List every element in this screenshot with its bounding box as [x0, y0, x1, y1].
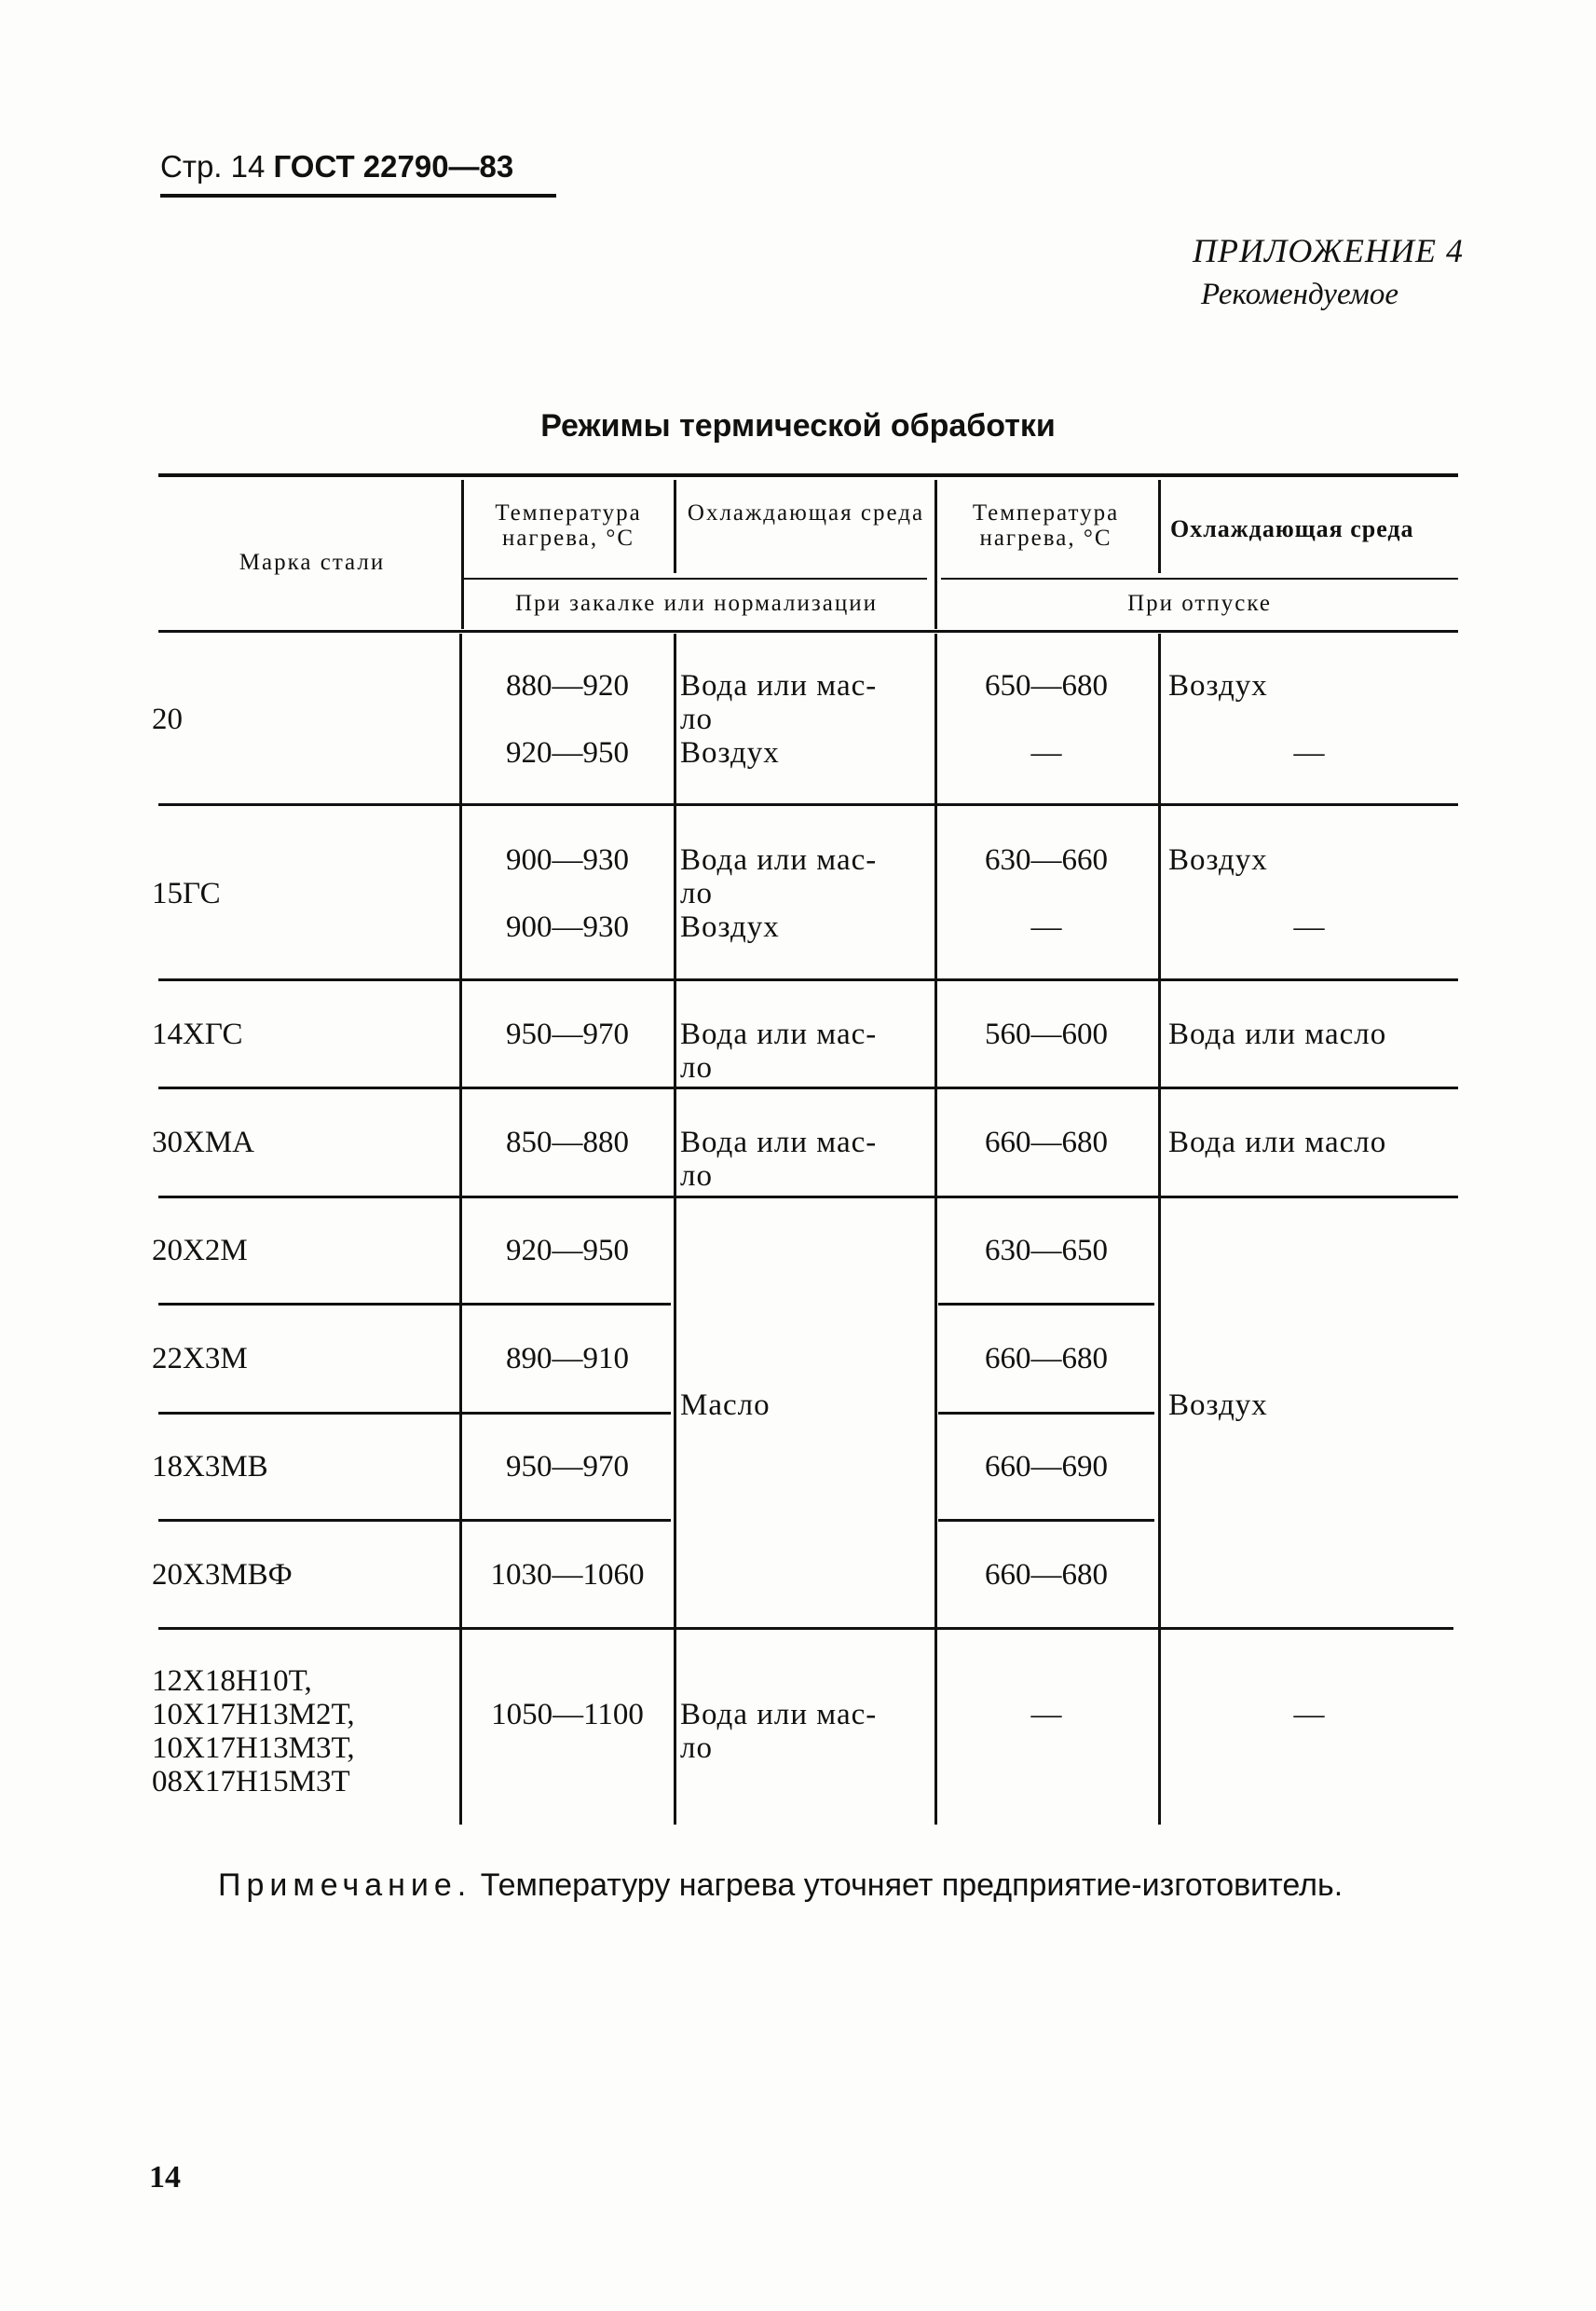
page-header [160, 149, 513, 185]
row-grade: 15ГС [152, 877, 221, 910]
table-title: Режимы термической обработки [540, 408, 1056, 444]
quench-medium: Воздух [680, 736, 780, 770]
temper-medium: — [1293, 910, 1325, 944]
quench-temp: 920—950 [506, 1234, 629, 1267]
quench-temp: 880—920 [506, 669, 629, 703]
body-vline [459, 634, 462, 1825]
row-grade: 12Х18Н10Т, 10Х17Н13М2Т, 10Х17Н13М3Т, 08Х17Н15М3Т [152, 1664, 355, 1798]
row-grade: 22Х3М [152, 1342, 248, 1375]
temper-temp: 660—680 [985, 1558, 1108, 1592]
row-rule [158, 1087, 1458, 1089]
temper-medium: Вода или масло [1168, 1126, 1387, 1159]
temper-medium: Вода или масло [1168, 1018, 1387, 1051]
page-label: Стр. 14 [160, 149, 266, 184]
header-subrule [463, 578, 927, 580]
quench-temp: 920—950 [506, 736, 629, 770]
header-vline [1158, 480, 1161, 573]
quench-medium: Вода или мас- ло [680, 669, 878, 736]
temper-temp: 650—680 [985, 669, 1108, 703]
appendix-title: ПРИЛОЖЕНИЕ 4 [1193, 232, 1464, 269]
quench-temp: 890—910 [506, 1342, 629, 1375]
temper-medium: — [1293, 1698, 1325, 1731]
temper-medium: Воздух [1168, 843, 1268, 877]
temper-temp: 630—660 [985, 843, 1108, 877]
row-grade: 14ХГС [152, 1018, 243, 1051]
body-vline [674, 634, 676, 1825]
quench-medium: Вода или мас- ло [680, 843, 878, 910]
temper-temp: 660—680 [985, 1342, 1108, 1375]
col-group-temper: При отпуске [1127, 591, 1272, 616]
col-group-quench: При закалке или нормализации [515, 591, 878, 616]
table-note [218, 1867, 1343, 1904]
row-rule [938, 1519, 1154, 1522]
temper-temp: — [1030, 910, 1062, 944]
temper-temp: — [1030, 1698, 1062, 1731]
row-rule [158, 1303, 671, 1306]
note-label: Примечание. [218, 1867, 472, 1903]
quench-medium: Вода или мас- ло [680, 1126, 878, 1193]
header-subrule [941, 578, 1458, 580]
col-header-cooling-2: Охлаждающая среда [1170, 515, 1414, 542]
temper-temp: 660—690 [985, 1450, 1108, 1484]
appendix-subtitle: Рекомендуемое [1200, 278, 1398, 311]
merged-quench-medium: Масло [680, 1388, 771, 1422]
col-header-cooling-1: Охлаждающая среда [687, 500, 925, 526]
quench-temp: 1030—1060 [490, 1558, 645, 1592]
body-vline [934, 634, 937, 1825]
temper-medium: — [1293, 736, 1325, 770]
row-grade: 20Х3МВФ [152, 1558, 293, 1592]
temper-temp: 630—650 [985, 1234, 1108, 1267]
row-rule [158, 1627, 1453, 1630]
temper-temp: 660—680 [985, 1126, 1108, 1159]
quench-temp: 950—970 [506, 1018, 629, 1051]
quench-medium: Воздух [680, 910, 780, 944]
col-header-heat-temp-1: Температура нагрева, °С [495, 500, 642, 551]
standard-number: ГОСТ 22790—83 [273, 149, 514, 184]
row-rule [158, 803, 1458, 806]
col-header-grade: Марка стали [239, 550, 386, 575]
table-top-rule [158, 473, 1458, 477]
merged-temper-medium: Воздух [1168, 1388, 1268, 1422]
row-rule [158, 1196, 1458, 1198]
header-vline [934, 480, 937, 629]
quench-temp: 850—880 [506, 1126, 629, 1159]
body-vline [1158, 634, 1161, 1825]
row-grade: 18Х3МВ [152, 1450, 268, 1484]
quench-temp: 1050—1100 [491, 1698, 644, 1731]
quench-temp: 900—930 [506, 910, 629, 944]
page-number: 14 [149, 2160, 181, 2195]
quench-medium: Вода или мас- ло [680, 1018, 878, 1085]
temper-medium: Воздух [1168, 669, 1268, 703]
header-bottom-rule [158, 630, 1458, 633]
quench-temp: 900—930 [506, 843, 629, 877]
quench-temp: 950—970 [506, 1450, 629, 1484]
row-grade: 20Х2М [152, 1234, 248, 1267]
temper-temp: 560—600 [985, 1018, 1108, 1051]
temper-temp: — [1030, 736, 1062, 770]
row-rule [938, 1303, 1154, 1306]
header-rule [160, 194, 556, 198]
row-grade: 20 [152, 703, 183, 736]
header-vline [461, 480, 464, 629]
row-rule [158, 1412, 671, 1415]
quench-medium: Вода или мас- ло [680, 1698, 878, 1765]
col-header-heat-temp-2: Температура нагрева, °С [972, 500, 1120, 551]
row-rule [938, 1412, 1154, 1415]
header-vline [674, 480, 676, 573]
row-grade: 30ХМА [152, 1126, 255, 1159]
row-rule [158, 978, 1458, 981]
note-text: Температуру нагрева уточняет предприятие-изготовитель. [480, 1867, 1344, 1903]
row-rule [158, 1519, 671, 1522]
